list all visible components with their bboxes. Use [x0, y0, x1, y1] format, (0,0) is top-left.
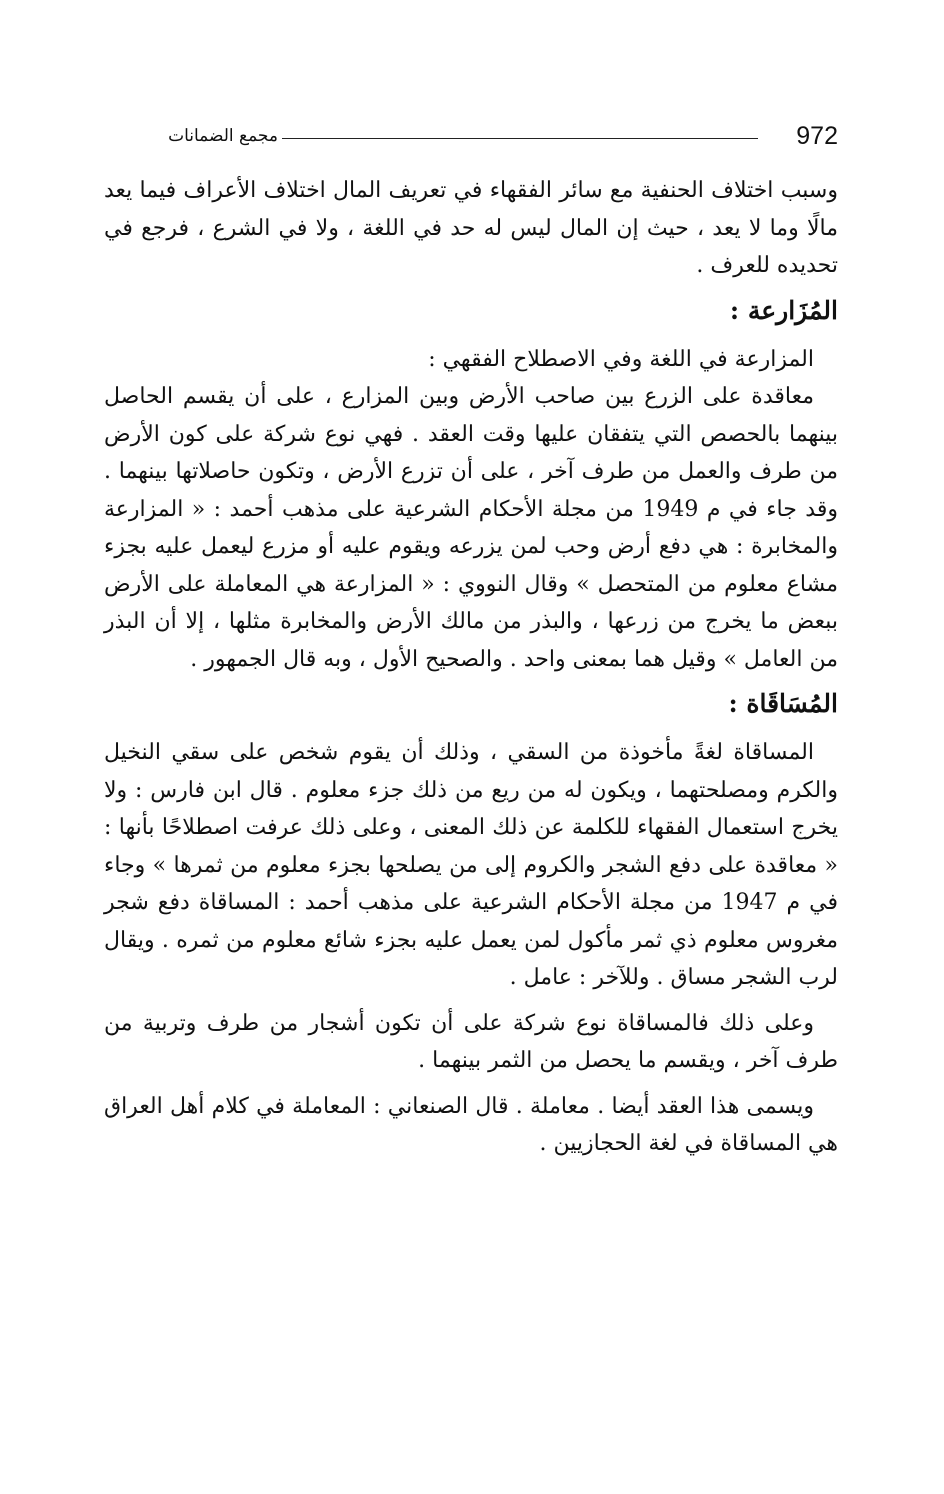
paragraph-muzaraa-definition: معاقدة على الزرع بين صاحب الأرض وبين المزارع ، على أن يقسم الحاصل بينهما بالحصص التي يتفقان عليها وقت العقد . فهي نوع شركة على كون الأرض من طرف والعمل من طرف آخر ، على أن تزرع الأرض ، وتكون حاصلاتها بينهما . وقد جاء في م 1949 من مجلة الأحكام الشرعية على مذهب أحمد : « المزارعة والمخابرة : هي دفع أرض وحب لمن يزرعه ويقوم عليه أو مزرع ليعمل عليه بجزء مشاع معلوم من المتحصل » وقال النووي : « المزارعة هي المعاملة على الأرض ببعض ما يخرج من زرعها ، والبذر من مالك الأرض والمخابرة مثلها ، إلا أن البذر من العامل » وقيل هما بمعنى واحد . والصحيح الأول ، وبه قال الجمهور . [104, 384, 838, 672]
paragraph-musaqat-partnership: وعلى ذلك فالمساقاة نوع شركة على أن تكون أشجار من طرف وتربية من طرف آخر ، ويقسم ما يحصل من الثمر بينهما . [104, 1010, 838, 1073]
page-header [104, 118, 838, 158]
heading-muzaraa: المُزَارعة : [729, 295, 838, 325]
page-number: 972 [796, 122, 838, 150]
book-title: مجمع الضمانات [168, 126, 278, 146]
paragraph-muzaraa-subtitle: المزارعة في اللغة وفي الاصطلاح الفقهي : [428, 346, 814, 372]
header-rule [282, 138, 758, 139]
paragraph-musaqat-names: ويسمى هذا العقد أيضا . معاملة . قال الصنعاني : المعاملة في كلام أهل العراق هي المساقاة في لغة الحجازيين . [104, 1093, 838, 1156]
heading-musaqat: المُسَاقَاة : [728, 689, 838, 718]
paragraph-musaqat-definition: المساقاة لغةً مأخوذة من السقي ، وذلك أن يقوم شخص على سقي النخيل والكرم ومصلحتهما ، ويكون له من ريع من ذلك جزء معلوم . قال ابن فارس : ولا يخرج استعمال الفقهاء للكلمة عن ذلك المعنى ، وعلى ذلك عرفت اصطلاحًا بأنها : « معاقدة على دفع الشجر والكروم إلى من يصلحها بجزء معلوم من ثمرها » وجاء في م 1947 من مجلة الأحكام الشرعية على مذهب أحمد : المساقاة دفع شجر مغروس معلوم ذي ثمر مأكول لمن يعمل عليه بجزء شائع معلوم من ثمره . ويقال لرب الشجر مساق . وللآخر : عامل . [104, 740, 838, 990]
paragraph-intro: وسبب اختلاف الحنفية مع سائر الفقهاء في تعريف المال اختلاف الأعراف فيما يعد مالًا وما لا يعد ، حيث إن المال ليس له حد في اللغة ، ولا في الشرع ، فرجع في تحديده للعرف . [104, 178, 838, 278]
page-body [104, 172, 838, 1163]
